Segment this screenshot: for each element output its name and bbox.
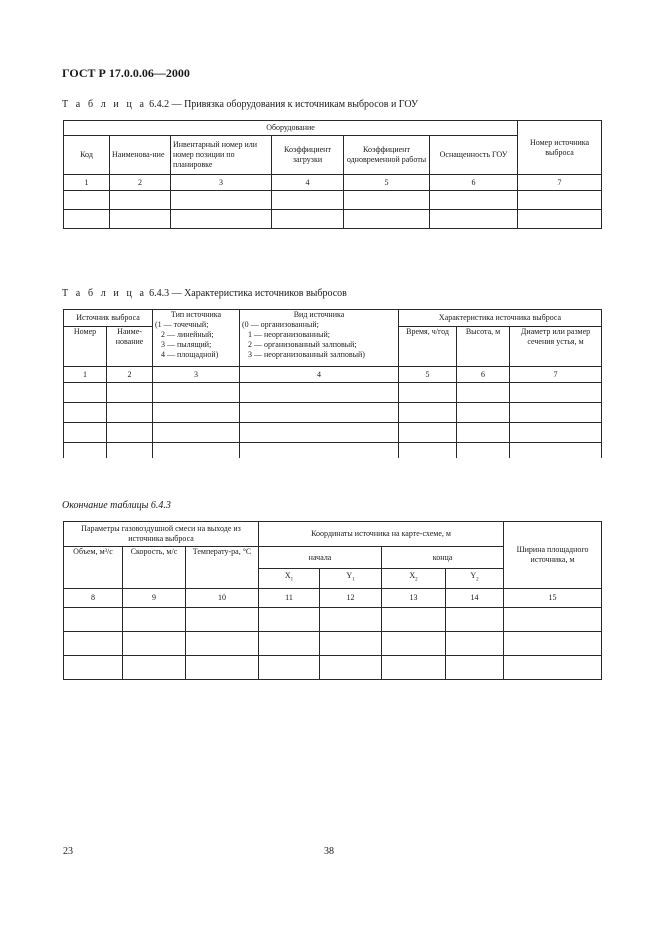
col-number: Номер (64, 327, 107, 367)
table-row (64, 383, 602, 403)
column-number: 12 (320, 589, 382, 608)
caption-prefix: Т а б л и ц а (62, 99, 147, 110)
col-source-number: Номер источника выброса (518, 121, 602, 175)
source-kind-line: 3 — неорганизованный залповый) (248, 350, 365, 359)
y1-label: Y (346, 571, 353, 581)
column-number: 7 (518, 175, 602, 191)
table-source-characteristics (63, 309, 602, 458)
group-end: конца (382, 547, 504, 569)
column-number: 3 (153, 367, 240, 383)
column-number: 10 (186, 589, 259, 608)
col-name: Наиме-нование (107, 327, 153, 367)
table-caption-continuation: Окончание таблицы 6.4.3 (62, 500, 171, 511)
col-y1 (320, 569, 382, 589)
y2-label: Y (470, 571, 477, 581)
col-width: Ширина площадного источника, м (504, 522, 602, 589)
column-numbers-row (64, 175, 602, 191)
column-number: 13 (382, 589, 446, 608)
col-source-type-title: Тип источника (170, 310, 222, 319)
document-header: ГОСТ Р 17.0.0.06—2000 (62, 66, 190, 80)
col-x1 (259, 569, 320, 589)
col-source-type (153, 310, 240, 367)
column-number: 2 (110, 175, 171, 191)
col-load-factor: Коэффициент загрузки (272, 136, 344, 175)
col-x2 (382, 569, 446, 589)
col-time: Время, ч/год (399, 327, 457, 367)
column-number: 3 (171, 175, 272, 191)
source-kind-line: (0 — организованный; (242, 320, 319, 329)
column-number: 2 (107, 367, 153, 383)
table-caption-6-4-2 (62, 99, 418, 110)
group-start: начала (259, 547, 382, 569)
col-volume: Объем, м³/с (64, 547, 123, 589)
group-characteristics: Характеристика источника выброса (399, 310, 602, 327)
table-caption-6-4-3 (62, 288, 347, 299)
column-number: 6 (457, 367, 510, 383)
x1-label: X (284, 571, 291, 581)
col-code: Код (64, 136, 110, 175)
table-row (64, 210, 602, 229)
caption-number: 6.4.2 (149, 99, 170, 110)
group-source: Источник выброса (64, 310, 153, 327)
source-kind-line: 1 — неорганизованный; (248, 330, 331, 339)
table-row (64, 191, 602, 210)
column-number: 7 (510, 367, 602, 383)
col-simultaneity-factor: Коэффициент одновременной работы (344, 136, 430, 175)
caption-prefix: Т а б л и ц а (62, 288, 147, 299)
caption-title: — Привязка оборудования к источникам выбросов и ГОУ (171, 99, 419, 110)
caption-number: 6.4.3 (149, 288, 170, 299)
column-number: 8 (64, 589, 123, 608)
col-name: Наименова-ние (110, 136, 171, 175)
col-gou-equipped: Оснащенность ГОУ (430, 136, 518, 175)
column-number: 6 (430, 175, 518, 191)
column-number: 15 (504, 589, 602, 608)
x2-label: X (409, 571, 416, 581)
table-row (64, 608, 602, 632)
column-number: 1 (64, 367, 107, 383)
table-equipment-binding (63, 120, 602, 229)
y1-subscript: 1 (352, 577, 355, 583)
y2-subscript: 2 (476, 577, 479, 583)
column-number: 5 (344, 175, 430, 191)
group-equipment: Оборудование (64, 121, 518, 136)
column-number: 4 (240, 367, 399, 383)
column-numbers-row (64, 589, 602, 608)
source-type-line: (1 — точечный; (155, 320, 209, 329)
source-kind-line: 2 — организованный залповый; (248, 340, 357, 349)
page-number-left: 23 (63, 846, 73, 857)
table-row (64, 403, 602, 423)
col-temperature: Температу-ра, °С (186, 547, 259, 589)
col-source-kind (240, 310, 399, 367)
col-speed: Скорость, м/с (123, 547, 186, 589)
x1-subscript: 1 (290, 577, 294, 583)
table-row (64, 632, 602, 656)
col-y2 (446, 569, 504, 589)
column-number: 11 (259, 589, 320, 608)
caption-title: — Характеристика источников выбросов (171, 288, 347, 299)
col-inventory-number: Инвентарный номер или номер позиции по планировке (171, 136, 272, 175)
column-numbers-row (64, 367, 602, 383)
group-coordinates: Координаты источника на карте-схеме, м (259, 522, 504, 547)
column-number: 14 (446, 589, 504, 608)
x2-subscript: 2 (415, 577, 418, 583)
col-diameter: Диаметр или размер сечения устья, м (510, 327, 602, 367)
table-row (64, 443, 602, 458)
table-row (64, 656, 602, 680)
column-number: 4 (272, 175, 344, 191)
column-number: 1 (64, 175, 110, 191)
table-source-continuation (63, 521, 602, 680)
col-height: Высота, м (457, 327, 510, 367)
col-source-kind-title: Вид источника (293, 310, 345, 319)
source-type-line: 3 — пылящий; (161, 340, 212, 349)
source-type-line: 4 — площадной) (161, 350, 219, 359)
table-row (64, 423, 602, 443)
column-number: 9 (123, 589, 186, 608)
source-type-line: 2 — линейный; (161, 330, 214, 339)
page-number-center: 38 (324, 846, 334, 857)
group-gas-params: Параметры газовоздушной смеси на выходе из источника выброса (64, 522, 259, 547)
column-number: 5 (399, 367, 457, 383)
